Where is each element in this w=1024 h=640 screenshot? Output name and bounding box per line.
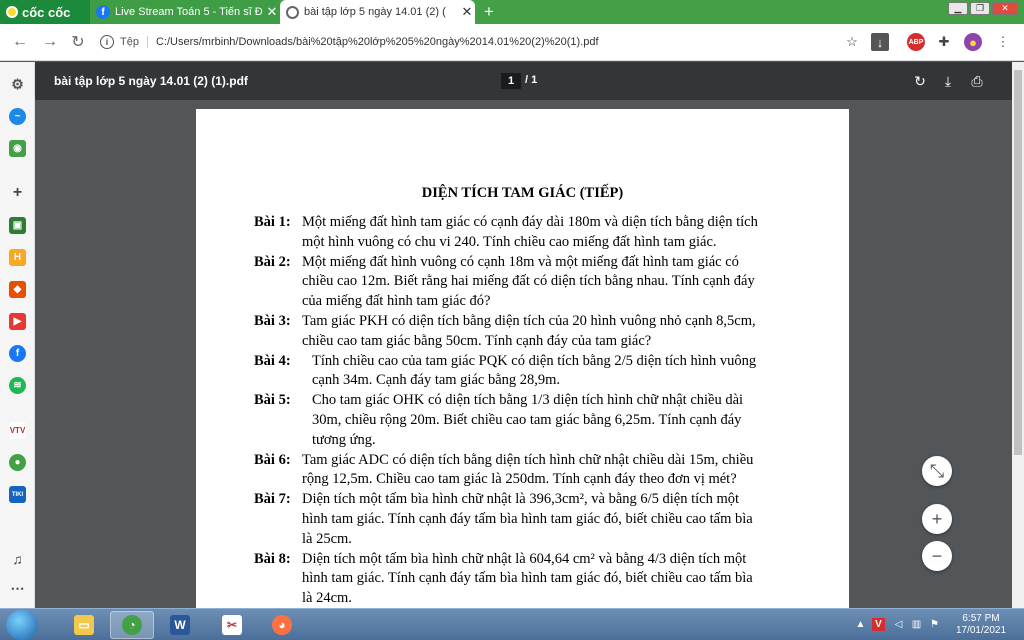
exercise-line: Một miếng đất hình vuông có cạnh 18m và một miếng đất hình tam giác có	[302, 253, 739, 270]
spotify-icon[interactable]: ≋	[9, 377, 26, 394]
tray-app-icon[interactable]: V	[872, 618, 885, 631]
exercise-label: Bài 5:	[254, 392, 291, 409]
pdf-download-icon[interactable]: ⤓	[944, 72, 952, 89]
exercise-label: Bài 4:	[254, 352, 291, 369]
facebook-icon[interactable]: f	[9, 345, 26, 362]
exercise-line: một hình vuông có chu vi 240. Tính chiều cao miếng đất hình tam giác.	[302, 233, 717, 250]
exercise-line: hình tam giác. Tính cạnh đáy tấm bìa hình tam giác đó, biết chiều cao tấm bìa	[302, 510, 753, 527]
tab-title: Live Stream Toán 5 - Tiến sĩ Đ	[115, 6, 263, 18]
tab-pdf[interactable]	[280, 0, 475, 24]
address-toolbar	[0, 24, 1024, 61]
download-icon[interactable]: ↓	[871, 33, 889, 51]
youtube-icon[interactable]: ▶	[9, 313, 26, 330]
adblock-icon[interactable]: ABP	[907, 33, 925, 51]
brand-label: cốc cốc	[22, 4, 71, 20]
exercise-line: của miếng đất hình tam giác đó?	[302, 293, 491, 310]
profile-avatar-icon[interactable]: ●	[964, 33, 982, 51]
firefox-icon: ◕	[272, 615, 292, 635]
reload-icon[interactable]: ↻	[71, 34, 85, 51]
exercise-line: chiều cao 12m. Biết rằng hai miếng đất có diện tích bằng nhau. Tính cạnh đáy	[302, 273, 755, 290]
exercise-line: chiều cao tam giác bằng 50cm. Tính cạnh đáy của tam giác?	[302, 332, 652, 349]
vtv-icon[interactable]: VTV	[9, 422, 26, 439]
new-tab-button[interactable]: +	[484, 2, 494, 21]
network-icon[interactable]: ▥	[911, 619, 922, 630]
taskbar-firefox[interactable]	[260, 611, 304, 639]
exercise-line: Cho tam giác OHK có diện tích bằng 1/3 diện tích hình chữ nhật chiều dài	[312, 392, 744, 409]
menu-dots-icon[interactable]: ⋮	[996, 34, 1010, 49]
game-controller-icon[interactable]: ◉	[9, 140, 26, 157]
exercise-line: Tam giác PKH có diện tích bằng diện tích của 20 hình vuông nhỏ cạnh 8,5cm,	[302, 313, 756, 329]
restore-icon[interactable]: ❐	[970, 2, 990, 15]
minimize-icon[interactable]: ▁	[948, 2, 968, 15]
exercise-label: Bài 2:	[254, 253, 291, 270]
app-shortcut-icon[interactable]: ▣	[9, 217, 26, 234]
exercise-text	[302, 550, 832, 608]
globe-icon	[286, 6, 299, 19]
windows-taskbar	[0, 608, 1024, 640]
exercise-label: Bài 1:	[254, 214, 291, 230]
more-dots-icon[interactable]: ⋯	[10, 580, 25, 596]
address-bar[interactable]	[100, 30, 870, 54]
add-icon[interactable]: +	[12, 183, 23, 201]
url-text[interactable]: C:/Users/mrbinh/Downloads/bài%20tập%20lớp%205%20ngày%2014.01%20(2)%20(1).pdf	[155, 36, 599, 48]
extensions-puzzle-icon[interactable]: ✚	[938, 34, 950, 49]
taskbar-explorer[interactable]	[62, 611, 106, 639]
exercise-line: hình tam giác. Tính cạnh đáy tấm bìa hình tam giác đó, biết chiều cao tấm bìa	[302, 570, 753, 587]
volume-icon[interactable]: ◁	[894, 619, 903, 630]
exercise-line: Diện tích một tấm bìa hình chữ nhật là 396,3cm², và bằng 6/5 diện tích một	[302, 491, 740, 508]
scroll-thumb[interactable]	[1014, 70, 1022, 455]
notification-flag-icon[interactable]: ⚑	[930, 619, 939, 630]
print-icon[interactable]: ⎙	[971, 72, 983, 89]
exercise-line: 30m, chiều rộng 20m. Biết chiều cao tam giác bằng 6,25m. Tính cạnh đáy	[312, 411, 742, 428]
word-icon: W	[170, 615, 190, 635]
pdf-viewport[interactable]	[35, 100, 1012, 608]
exercise-line: Một miếng đất hình tam giác có cạnh đáy dài 180m và diện tích bằng diện tích	[302, 214, 758, 230]
system-clock[interactable]	[950, 613, 1012, 637]
facebook-icon: f	[96, 5, 110, 19]
page-total	[525, 74, 537, 86]
exercise-text	[302, 213, 832, 253]
exercise-line: cạnh 34m. Cạnh đáy tam giác bằng 28,9m.	[312, 372, 561, 389]
messenger-icon[interactable]: ~	[9, 108, 26, 125]
taskbar-coccoc[interactable]	[110, 611, 154, 639]
exercise-text	[312, 391, 832, 450]
page-number-input[interactable]: 1	[501, 73, 521, 89]
folder-icon: ▭	[74, 615, 94, 635]
scheme-label: Tệp	[120, 36, 148, 48]
exercise-line: Diện tích một tấm bìa hình chữ nhật là 604,64 cm² và bằng 4/3 diện tích một	[302, 550, 747, 567]
exercise-text	[302, 451, 832, 491]
taskbar-word[interactable]	[158, 611, 202, 639]
exercise-text	[312, 352, 832, 392]
bookmark-star-icon[interactable]: ☆	[846, 34, 858, 49]
coccoc-menu-button[interactable]	[0, 0, 90, 24]
coccoc-icon: ◔	[122, 615, 142, 635]
back-arrow-icon[interactable]: ←	[12, 33, 28, 50]
exercise-label: Bài 6:	[254, 451, 291, 468]
chat-icon[interactable]: ●	[9, 454, 26, 471]
taskbar-snipping-tool[interactable]	[210, 611, 254, 639]
exercise-text	[302, 490, 832, 549]
exercise-label: Bài 7:	[254, 491, 291, 508]
exercise-line: tương ứng.	[312, 431, 376, 448]
pdf-toolbar	[35, 62, 1012, 100]
pdf-file-name: bài tập lớp 5 ngày 14.01 (2) (1).pdf	[54, 74, 248, 88]
page-count: 1	[531, 74, 538, 86]
exercise-line: Tính chiều cao của tam giác PQK có diện tích bằng 2/5 diện tích hình vuông	[312, 352, 757, 369]
coccoc-logo-icon	[6, 6, 18, 18]
zoom-in-button[interactable]: +	[922, 504, 952, 534]
zoom-out-button[interactable]: −	[922, 541, 952, 571]
start-button[interactable]	[6, 610, 38, 640]
exercise-line: Tam giác ADC có diện tích bằng diện tích hình chữ nhật chiều dài 15m, chiều	[302, 451, 754, 468]
exercise-line: là 25cm.	[302, 530, 352, 547]
exercise-label: Bài 3:	[254, 313, 291, 329]
exercise-text	[302, 253, 832, 312]
close-icon[interactable]: ✕	[461, 4, 473, 19]
clock-date: 17/01/2021	[955, 625, 1007, 636]
show-hidden-icons-icon[interactable]: ▲	[855, 619, 866, 630]
page-separator: /	[525, 74, 529, 86]
exercise-text	[302, 312, 832, 352]
exercise-line: là 24cm.	[302, 590, 352, 607]
rotate-icon[interactable]: ↻	[914, 72, 926, 89]
fit-to-page-button[interactable]: ⤡	[922, 456, 952, 486]
settings-gear-icon[interactable]: ⚙	[11, 76, 24, 92]
tab-strip	[0, 0, 1024, 24]
left-sidebar	[0, 62, 35, 608]
shop-shortcut-icon[interactable]: ◆	[9, 281, 26, 298]
forward-arrow-icon[interactable]: →	[42, 33, 58, 50]
tab-title: bài tập lớp 5 ngày 14.01 (2) (	[304, 6, 446, 18]
tab-live-stream[interactable]	[90, 0, 280, 24]
hoc-shortcut-icon[interactable]: H	[9, 249, 26, 266]
close-window-icon[interactable]: ✕	[992, 2, 1018, 15]
close-icon[interactable]: ✕	[266, 4, 278, 19]
pdf-page	[196, 109, 849, 608]
document-title: DIỆN TÍCH TAM GIÁC (TIẾP)	[421, 185, 624, 201]
exercise-label: Bài 8:	[254, 550, 291, 567]
notification-bell-icon[interactable]: ♫	[12, 550, 23, 567]
exercise-line: rộng 12,5m. Chiều cao tam giác là 250dm. Tính cạnh đáy theo đơn vị mét?	[302, 471, 737, 488]
scissors-icon: ✂	[222, 615, 242, 635]
clock-time: 6:57 PM	[962, 613, 1000, 624]
vertical-scrollbar[interactable]	[1012, 62, 1024, 608]
info-icon[interactable]: i	[100, 35, 114, 49]
tiki-icon[interactable]: TIKI	[9, 486, 26, 503]
